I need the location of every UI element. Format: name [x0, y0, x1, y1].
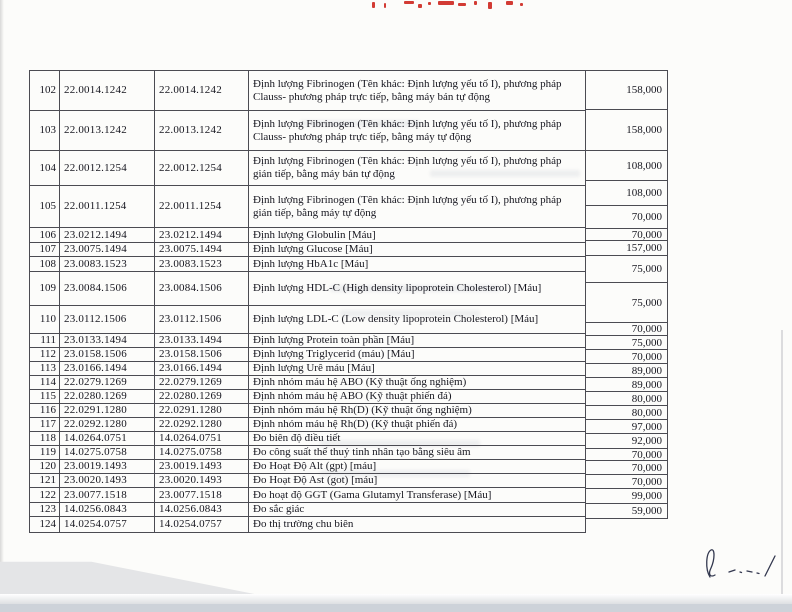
- row-number-cell: 102: [30, 71, 60, 110]
- table-row: [30, 503, 586, 517]
- price-cell: 89,000: [586, 378, 667, 392]
- equivalent-code-cell: 23.0084.1506: [155, 272, 249, 305]
- row-number-cell: 105: [30, 186, 60, 227]
- equivalent-code-cell: 23.0020.1493: [155, 474, 249, 487]
- service-description-cell: Đo biên độ điều tiết: [249, 432, 586, 445]
- service-description-cell: Định lượng Fibrinogen (Tên khác: Định lượng yếu tố I), phương pháp Clauss- phương pháp trực tiếp, bằng máy tự động: [249, 111, 586, 150]
- service-code-cell: 23.0084.1506: [60, 272, 155, 305]
- equivalent-code-cell: 14.0264.0751: [155, 432, 249, 445]
- row-number-cell: 112: [30, 348, 60, 361]
- price-cell: 70,000: [586, 229, 667, 241]
- table-row: [30, 151, 586, 186]
- service-code-cell: 23.0077.1518: [60, 488, 155, 502]
- equivalent-code-cell: 22.0280.1269: [155, 390, 249, 403]
- equivalent-code-cell: 23.0083.1523: [155, 257, 249, 271]
- equivalent-code-cell: 23.0077.1518: [155, 488, 249, 502]
- service-code-cell: 14.0254.0757: [60, 517, 155, 532]
- table-row: [30, 488, 586, 503]
- service-description-cell: Định lượng Urê máu [Máu]: [249, 362, 586, 375]
- service-code-cell: 14.0275.0758: [60, 446, 155, 459]
- service-description-cell: Định nhóm máu hệ Rh(D) (Kỹ thuật ống nghiệm): [249, 404, 586, 417]
- equivalent-code-cell: 22.0012.1254: [155, 151, 249, 185]
- price-cell: 70,000: [586, 350, 667, 364]
- service-description-cell: Định nhóm máu hệ ABO (Kỹ thuật phiến đá): [249, 390, 586, 403]
- price-cell: 75,000: [586, 256, 667, 283]
- price-cell: 92,000: [586, 434, 667, 449]
- equivalent-code-cell: 23.0019.1493: [155, 460, 249, 473]
- price-cell: 75,000: [586, 336, 667, 350]
- equivalent-code-cell: 22.0279.1269: [155, 376, 249, 389]
- service-code-cell: 14.0256.0843: [60, 503, 155, 516]
- table-row: [30, 474, 586, 488]
- equivalent-code-cell: 22.0292.1280: [155, 418, 249, 431]
- service-description-cell: Đo công suất thể thuỷ tinh nhân tạo bằng siêu âm: [249, 446, 586, 459]
- table-row: [30, 334, 586, 348]
- price-cell: 80,000: [586, 406, 667, 420]
- equivalent-code-cell: 14.0275.0758: [155, 446, 249, 459]
- service-code-cell: 23.0075.1494: [60, 243, 155, 256]
- service-code-cell: 23.0083.1523: [60, 257, 155, 271]
- row-number-cell: 124: [30, 517, 60, 532]
- table-row: [30, 362, 586, 376]
- row-number-cell: 103: [30, 111, 60, 150]
- equivalent-code-cell: 23.0075.1494: [155, 243, 249, 256]
- service-description-cell: Định lượng Globulin [Máu]: [249, 228, 586, 242]
- table-price-column: [586, 71, 668, 519]
- row-number-cell: 110: [30, 306, 60, 333]
- table-row: [30, 390, 586, 404]
- equivalent-code-cell: 22.0291.1280: [155, 404, 249, 417]
- row-number-cell: 116: [30, 404, 60, 417]
- price-cell: 80,000: [586, 392, 667, 406]
- table-row: [30, 376, 586, 390]
- service-description-cell: Định lượng Glucose [Máu]: [249, 243, 586, 256]
- row-number-cell: 118: [30, 432, 60, 445]
- equivalent-code-cell: 23.0133.1494: [155, 334, 249, 347]
- service-code-cell: 23.0158.1506: [60, 348, 155, 361]
- table-row: [30, 418, 586, 432]
- service-description-cell: Định lượng Triglycerid (máu) [Máu]: [249, 348, 586, 361]
- service-description-cell: Định lượng HDL-C (High density lipoprotein Cholesterol) [Máu]: [249, 272, 586, 305]
- service-code-cell: 22.0280.1269: [60, 390, 155, 403]
- row-number-cell: 115: [30, 390, 60, 403]
- service-code-cell: 22.0291.1280: [60, 404, 155, 417]
- row-number-cell: 117: [30, 418, 60, 431]
- row-number-cell: 123: [30, 503, 60, 516]
- price-cell: 89,000: [586, 364, 667, 378]
- service-description-cell: Đo hoạt độ GGT (Gama Glutamyl Transferase) [Máu]: [249, 488, 586, 502]
- table-row: [30, 111, 586, 151]
- service-code-cell: 23.0019.1493: [60, 460, 155, 473]
- table-row: [30, 257, 586, 272]
- row-number-cell: 122: [30, 488, 60, 502]
- equivalent-code-cell: 14.0254.0757: [155, 517, 249, 532]
- service-code-cell: 23.0112.1506: [60, 306, 155, 333]
- price-cell: 158,000: [586, 110, 667, 151]
- row-number-cell: 104: [30, 151, 60, 185]
- service-code-cell: 23.0166.1494: [60, 362, 155, 375]
- row-number-cell: 113: [30, 362, 60, 375]
- service-code-cell: 14.0264.0751: [60, 432, 155, 445]
- table-row: [30, 432, 586, 446]
- service-description-cell: Đo sắc giác: [249, 503, 586, 516]
- price-cell: 99,000: [586, 489, 667, 504]
- price-cell: 108,000: [586, 181, 667, 206]
- row-number-cell: 106: [30, 228, 60, 242]
- price-cell: 59,000: [586, 504, 667, 519]
- service-description-cell: Định lượng LDL-C (Low density lipoprotein Cholesterol) [Máu]: [249, 306, 586, 333]
- service-description-cell: Định lượng Fibrinogen (Tên khác: Định lượng yếu tố I), phương pháp gián tiếp, bằng máy bán tự động: [249, 151, 586, 185]
- row-number-cell: 120: [30, 460, 60, 473]
- scan-bottom-gradient: [0, 594, 792, 604]
- equivalent-code-cell: 22.0014.1242: [155, 71, 249, 110]
- table-row: [30, 228, 586, 243]
- service-code-cell: 22.0014.1242: [60, 71, 155, 110]
- service-code-cell: 22.0013.1242: [60, 111, 155, 150]
- equivalent-code-cell: 22.0011.1254: [155, 186, 249, 227]
- price-cell: 70,000: [586, 206, 667, 229]
- service-code-cell: 22.0012.1254: [60, 151, 155, 185]
- service-description-cell: Định lượng HbA1c [Máu]: [249, 257, 586, 271]
- table-row: [30, 517, 586, 533]
- row-number-cell: 114: [30, 376, 60, 389]
- row-number-cell: 108: [30, 257, 60, 271]
- service-code-cell: 23.0212.1494: [60, 228, 155, 242]
- scan-left-edge: [0, 0, 4, 612]
- price-cell: 70,000: [586, 461, 667, 475]
- price-cell: 157,000: [586, 241, 667, 256]
- table-row: [30, 306, 586, 334]
- service-description-cell: Đo Hoạt Độ Alt (gpt) [máu]: [249, 460, 586, 473]
- price-list-table: [29, 70, 668, 533]
- row-number-cell: 107: [30, 243, 60, 256]
- price-cell: 70,000: [586, 449, 667, 461]
- price-cell: 75,000: [586, 283, 667, 323]
- table-row: [30, 460, 586, 474]
- service-description-cell: Định lượng Protein toàn phần [Máu]: [249, 334, 586, 347]
- service-code-cell: 22.0279.1269: [60, 376, 155, 389]
- equivalent-code-cell: 23.0212.1494: [155, 228, 249, 242]
- service-description-cell: Đo thị trường chu biên: [249, 517, 586, 532]
- price-cell: 158,000: [586, 71, 667, 110]
- service-description-cell: Định nhóm máu hệ ABO (Kỹ thuật ống nghiệm): [249, 376, 586, 389]
- handwritten-signature: [695, 543, 783, 592]
- table-row: [30, 243, 586, 257]
- service-description-cell: Định nhóm máu hệ Rh(D) (Kỹ thuật phiến đá): [249, 418, 586, 431]
- equivalent-code-cell: 23.0166.1494: [155, 362, 249, 375]
- price-cell: 97,000: [586, 420, 667, 434]
- equivalent-code-cell: 23.0112.1506: [155, 306, 249, 333]
- service-code-cell: 23.0133.1494: [60, 334, 155, 347]
- service-code-cell: 22.0011.1254: [60, 186, 155, 227]
- row-number-cell: 109: [30, 272, 60, 305]
- service-code-cell: 23.0020.1493: [60, 474, 155, 487]
- table-row: [30, 404, 586, 418]
- equivalent-code-cell: 14.0256.0843: [155, 503, 249, 516]
- red-stamp-fragments-icon: [370, 0, 540, 12]
- equivalent-code-cell: 23.0158.1506: [155, 348, 249, 361]
- table-row: [30, 186, 586, 228]
- price-cell: 108,000: [586, 151, 667, 181]
- service-description-cell: Định lượng Fibrinogen (Tên khác: Định lượng yếu tố I), phương pháp gián tiếp, bằng máy tự động: [249, 186, 586, 227]
- table-row: [30, 272, 586, 306]
- service-description-cell: Đo Hoạt Độ Ast (got) [máu]: [249, 474, 586, 487]
- service-description-cell: Định lượng Fibrinogen (Tên khác: Định lượng yếu tố I), phương pháp Clauss- phương pháp trực tiếp, bằng máy bán tự động: [249, 71, 586, 110]
- service-code-cell: 22.0292.1280: [60, 418, 155, 431]
- price-cell: 70,000: [586, 323, 667, 336]
- table-row: [30, 71, 586, 111]
- table-main-columns: [29, 71, 586, 533]
- signature-stroke-icon: [695, 543, 783, 587]
- scan-bottom-strip: [0, 604, 792, 612]
- table-row: [30, 348, 586, 362]
- price-cell: 70,000: [586, 475, 667, 489]
- row-number-cell: 111: [30, 334, 60, 347]
- table-row: [30, 446, 586, 460]
- row-number-cell: 119: [30, 446, 60, 459]
- row-number-cell: 121: [30, 474, 60, 487]
- equivalent-code-cell: 22.0013.1242: [155, 111, 249, 150]
